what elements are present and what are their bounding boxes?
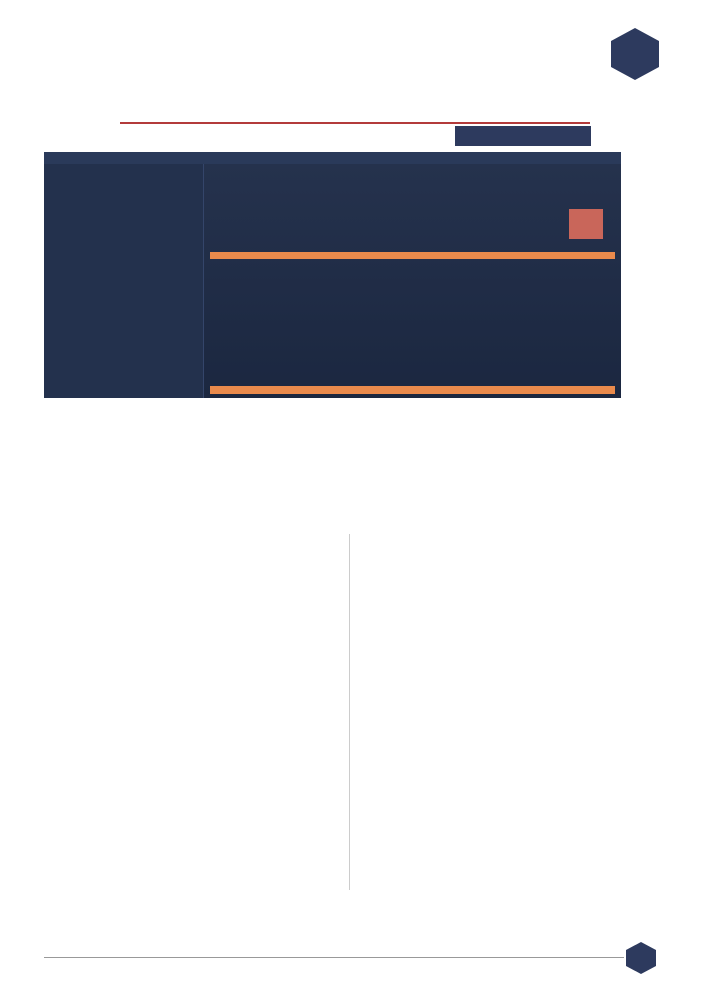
column-divider (349, 534, 350, 890)
footer-line (44, 957, 624, 958)
title-underline (120, 122, 590, 124)
table-header-2 (210, 386, 615, 394)
section-badge (611, 28, 659, 80)
screenshot-main (204, 164, 621, 398)
table-header (210, 252, 615, 259)
screenshot-sidebar (44, 164, 204, 398)
page-number (626, 942, 656, 974)
screenshot-topbar (44, 152, 621, 164)
thumbnail (569, 209, 603, 239)
data-table (210, 252, 615, 259)
author-tag (455, 126, 591, 146)
bi-screenshot (44, 152, 621, 398)
